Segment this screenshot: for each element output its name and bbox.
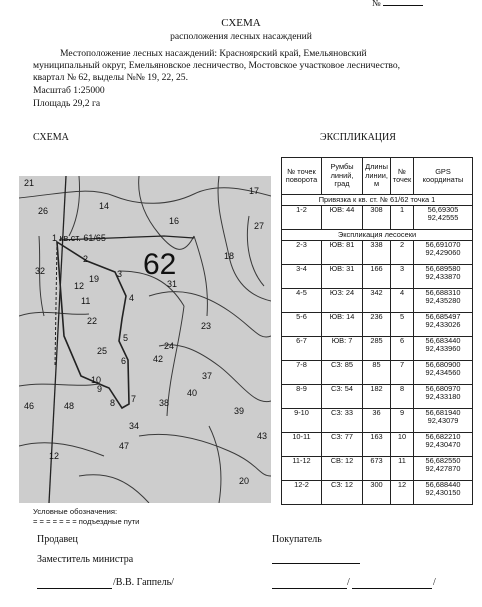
location-line-3: квартал № 62, выделы №№ 19, 22, 25. — [33, 72, 188, 83]
cell-points: 7-8 — [282, 361, 322, 385]
number-blank — [383, 5, 423, 6]
scale-text: Масштаб 1:25000 — [33, 85, 105, 96]
binding-title-row — [282, 195, 473, 206]
buyer-name-line — [352, 588, 432, 589]
plot-number: 43 — [257, 431, 268, 441]
plot-number: 16 — [169, 216, 180, 226]
gps-lat: 56,691070 — [425, 240, 461, 249]
cell-length: 85 — [363, 361, 391, 385]
point-label: 7 — [131, 394, 137, 404]
cell-rumb: СЗ: 33 — [322, 409, 363, 433]
cell-gps — [414, 241, 473, 265]
plot-number: 12 — [49, 451, 60, 461]
plot-number: 42 — [153, 354, 164, 364]
point-label: 2 — [83, 254, 89, 264]
gps-lat: 56,683440 — [425, 336, 461, 345]
explication-table — [281, 157, 473, 505]
cell-length: 236 — [363, 313, 391, 337]
point-label: 3 — [117, 269, 123, 279]
cell-gps — [414, 313, 473, 337]
cell-points: 3-4 — [282, 265, 322, 289]
cell-points: 4-5 — [282, 289, 322, 313]
plot-number: 18 — [224, 251, 235, 261]
position-label: Заместитель министра — [37, 554, 134, 565]
location-line-2: муниципальный округ, Емельяновское лесничество, Мостовское участковое лесничество, — [33, 60, 401, 71]
cell-gps — [414, 409, 473, 433]
gps-lon: 92,433026 — [425, 320, 461, 330]
slash-separator: / — [347, 577, 350, 588]
plot-number: 19 — [89, 274, 100, 284]
table-row — [282, 337, 473, 361]
cell-rumb: ЮВ: 44 — [322, 206, 363, 230]
cell-no: 7 — [391, 361, 414, 385]
table-row — [282, 265, 473, 289]
cell-gps — [414, 433, 473, 457]
cell-gps — [414, 206, 473, 230]
legend-road: = = = = = = = подъездные пути — [33, 517, 140, 526]
cell-no: 9 — [391, 409, 414, 433]
buyer-sign-line — [272, 588, 347, 589]
area-text: Площадь 29,2 га — [33, 98, 101, 109]
table-row — [282, 289, 473, 313]
location-line-1: Местоположение лесных насаждений: Красноярский край, Емельяновский — [60, 48, 367, 59]
point-label: 8 — [110, 398, 116, 408]
plot-number: 40 — [187, 388, 198, 398]
cell-points: 1-2 — [282, 206, 322, 230]
gps-lon: 92,434560 — [425, 368, 461, 378]
gps-lon: 92,427870 — [425, 464, 461, 474]
cell-points: 5-6 — [282, 313, 322, 337]
cell-gps — [414, 385, 473, 409]
plot-number: 48 — [64, 401, 75, 411]
cell-points: 12-2 — [282, 481, 322, 505]
table-row — [282, 313, 473, 337]
plot-number: 32 — [35, 266, 46, 276]
cell-no: 11 — [391, 457, 414, 481]
cell-no: 5 — [391, 313, 414, 337]
table-header: Румбы линий, град — [322, 158, 363, 195]
gps-lat: 56,682550 — [425, 456, 461, 465]
gps-lon: 92,433960 — [425, 344, 461, 354]
cell-rumb: СЗ: 85 — [322, 361, 363, 385]
cell-length: 182 — [363, 385, 391, 409]
buyer-signature-line — [272, 563, 360, 564]
gps-lat: 56,689580 — [425, 264, 461, 273]
felling-title-row — [282, 230, 473, 241]
seller-label: Продавец — [37, 534, 78, 545]
slash-separator-end: / — [433, 577, 436, 588]
cell-rumb: СЗ: 77 — [322, 433, 363, 457]
gps-lat: 56,688440 — [425, 480, 461, 489]
plot-number: 39 — [234, 406, 245, 416]
point-label: 6 — [121, 356, 127, 366]
plot-number: 31 — [167, 279, 178, 289]
signatory-name: /В.В. Гаппель/ — [113, 577, 174, 588]
cell-no: 8 — [391, 385, 414, 409]
cell-no: 4 — [391, 289, 414, 313]
cell-points: 2-3 — [282, 241, 322, 265]
plot-number: 24 — [164, 341, 175, 351]
gps-lon: 92,433180 — [425, 392, 461, 402]
cell-gps — [414, 457, 473, 481]
table-header: № точек — [391, 158, 414, 195]
cell-gps — [414, 289, 473, 313]
cell-length: 308 — [363, 206, 391, 230]
point-label: 4 — [129, 293, 135, 303]
point-label: 10 — [91, 375, 102, 385]
point-label: 9 — [97, 384, 103, 394]
cell-no: 6 — [391, 337, 414, 361]
cell-rumb: ЮВ: 81 — [322, 241, 363, 265]
cell-length: 338 — [363, 241, 391, 265]
plot-number: 23 — [201, 321, 212, 331]
table-header: GPS координаты — [414, 158, 473, 195]
table-row — [282, 433, 473, 457]
table-header-row — [282, 158, 473, 195]
plot-number: 21 — [24, 178, 35, 188]
gps-lon: 92,430470 — [425, 440, 461, 450]
gps-lat: 56,685497 — [425, 312, 461, 321]
cell-rumb: СЗ: 12 — [322, 481, 363, 505]
gps-lat: 56,69305 — [427, 205, 459, 214]
table-row — [282, 457, 473, 481]
plot-number: 26 — [38, 206, 49, 216]
cell-rumb: ЮВ: 7 — [322, 337, 363, 361]
cell-rumb: ЮВ: 31 — [322, 265, 363, 289]
cell-no: 12 — [391, 481, 414, 505]
felling-title: Экспликация лесосеки — [282, 230, 473, 241]
cell-points: 9-10 — [282, 409, 322, 433]
document-subtitle: расположения лесных насаждений — [170, 31, 312, 42]
cell-gps — [414, 337, 473, 361]
table-row — [282, 241, 473, 265]
cell-points: 8-9 — [282, 385, 322, 409]
gps-lat: 56,688310 — [425, 288, 461, 297]
binding-title: Привязка к кв. ст. № 61/62 точка 1 — [282, 195, 473, 206]
gps-lon: 92,433870 — [425, 272, 461, 282]
cell-gps — [414, 265, 473, 289]
gps-lat: 56,680970 — [425, 384, 461, 393]
gps-lat: 56,681940 — [425, 408, 461, 417]
point-label: 5 — [123, 333, 129, 343]
cell-length: 166 — [363, 265, 391, 289]
cell-length: 673 — [363, 457, 391, 481]
plot-number: 25 — [97, 346, 108, 356]
quarter-number: 62 — [143, 248, 177, 281]
cell-points: 6-7 — [282, 337, 322, 361]
plot-number: 34 — [129, 421, 140, 431]
plot-number: 22 — [87, 316, 98, 326]
cell-rumb: СВ: 12 — [322, 457, 363, 481]
plot-number: 20 — [239, 476, 250, 486]
cell-no: 3 — [391, 265, 414, 289]
cell-no: 2 — [391, 241, 414, 265]
table-row — [282, 385, 473, 409]
cell-length: 285 — [363, 337, 391, 361]
seller-signature-line — [37, 588, 112, 589]
plot-number: 37 — [202, 371, 213, 381]
gps-lon: 92,42555 — [427, 213, 459, 223]
cell-no: 10 — [391, 433, 414, 457]
gps-lon: 92,429060 — [425, 248, 461, 258]
cell-points: 11-12 — [282, 457, 322, 481]
table-header: № точек поворота — [282, 158, 322, 195]
document-number — [372, 0, 452, 6]
document-title: СХЕМА — [221, 17, 261, 29]
legend-title: Условные обозначения: — [33, 507, 118, 516]
cell-rumb: СЗ: 54 — [322, 385, 363, 409]
cell-gps — [414, 481, 473, 505]
gps-lon: 92,43079 — [427, 416, 459, 426]
plot-number: 46 — [24, 401, 35, 411]
point-label: 12 — [74, 281, 85, 291]
schema-heading: СХЕМА — [33, 132, 69, 143]
plot-number: 38 — [159, 398, 170, 408]
number-label: № — [372, 0, 381, 8]
table-row — [282, 409, 473, 433]
quarter-post-label: 1 кв.ст. 61/65 — [52, 233, 106, 243]
plot-number: 27 — [254, 221, 265, 231]
cell-points: 10-11 — [282, 433, 322, 457]
cell-no: 1 — [391, 206, 414, 230]
plot-number: 47 — [119, 441, 130, 451]
cell-gps — [414, 361, 473, 385]
gps-lat: 56,682210 — [425, 432, 461, 441]
point-label: 11 — [81, 296, 91, 306]
table-header: Длины линии, м — [363, 158, 391, 195]
cell-length: 300 — [363, 481, 391, 505]
cell-rumb: ЮЗ: 24 — [322, 289, 363, 313]
cell-rumb: ЮВ: 14 — [322, 313, 363, 337]
forest-plot-map — [19, 176, 271, 503]
table-row — [282, 206, 473, 230]
table-row — [282, 481, 473, 505]
cell-length: 163 — [363, 433, 391, 457]
table-row — [282, 361, 473, 385]
explication-heading: ЭКСПЛИКАЦИЯ — [320, 132, 396, 143]
cell-length: 36 — [363, 409, 391, 433]
buyer-label: Покупатель — [272, 534, 322, 545]
cell-length: 342 — [363, 289, 391, 313]
gps-lat: 56,680900 — [425, 360, 461, 369]
gps-lon: 92,430150 — [425, 488, 461, 498]
plot-number: 14 — [99, 201, 110, 211]
plot-number: 17 — [249, 186, 260, 196]
gps-lon: 92,435280 — [425, 296, 461, 306]
